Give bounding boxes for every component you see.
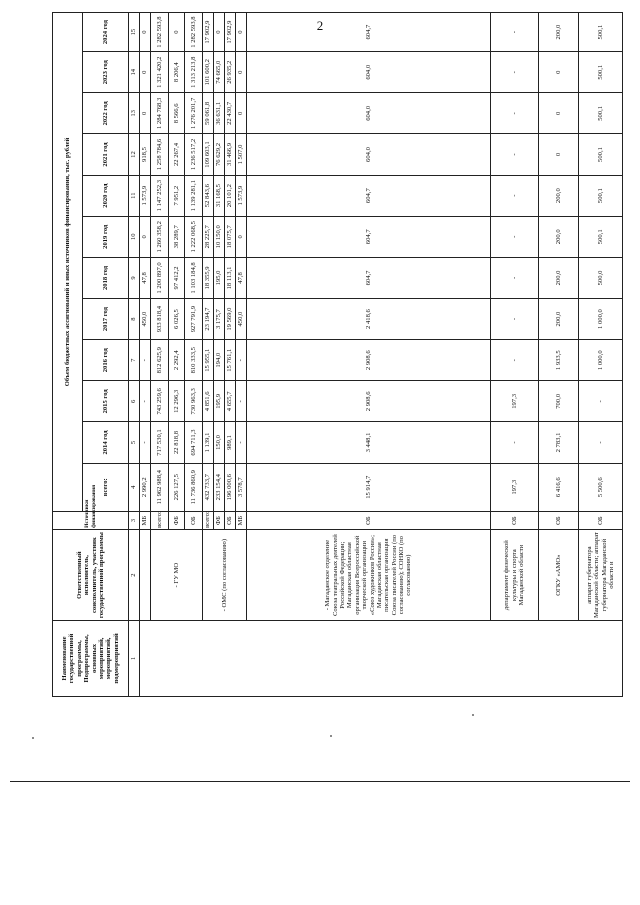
source-cell: МБ (140, 511, 151, 530)
value-cell: - (236, 422, 247, 463)
value-cell: 0 (214, 13, 225, 52)
value-cell: 1 313 213,8 (185, 52, 203, 93)
col-num: 5 (129, 422, 140, 463)
value-cell: 1 573,9 (140, 175, 151, 216)
value-cell: 500,1 (579, 134, 623, 175)
col-num: 14 (129, 52, 140, 93)
source-cell: ОБ (491, 511, 539, 530)
header-year-2018: 2018 год (83, 257, 129, 298)
value-cell: 8 206,4 (169, 52, 185, 93)
table-row (491, 13, 539, 697)
value-cell: 604,7 (247, 175, 491, 216)
value-cell: 26 935,2 (225, 52, 236, 93)
table-row (579, 13, 623, 697)
value-cell: 450,0 (236, 299, 247, 340)
value-cell: 1 933,5 (539, 340, 579, 381)
column-number-row (129, 13, 140, 697)
value-cell: 3 175,7 (214, 299, 225, 340)
header-year-2021: 2021 год (83, 134, 129, 175)
value-cell: - (236, 340, 247, 381)
value-cell: - (579, 381, 623, 422)
value-cell: 0 (140, 13, 151, 52)
col-num: 12 (129, 134, 140, 175)
scan-speck (472, 714, 474, 716)
value-cell: 743 259,6 (151, 381, 169, 422)
value-cell: 23 194,7 (203, 299, 214, 340)
header-volume: Объем бюджетных ассигнований и иных источников финансирования, тыс. рублей (53, 13, 83, 512)
value-cell: 74 665,0 (214, 52, 225, 93)
value-cell: 500,1 (579, 13, 623, 52)
value-cell: 194,0 (214, 340, 225, 381)
value-cell: 18 075,7 (225, 216, 236, 257)
col-num: 3 (129, 511, 140, 530)
total-cell: 2 990,2 (140, 463, 151, 511)
value-cell: 195,9 (214, 381, 225, 422)
col-num: 11 (129, 175, 140, 216)
value-cell: 1 000,0 (579, 299, 623, 340)
value-cell: 200,0 (539, 13, 579, 52)
value-cell: 0 (236, 93, 247, 134)
value-cell: 933 818,4 (151, 299, 169, 340)
col-num: 15 (129, 13, 140, 52)
value-cell: 0 (140, 93, 151, 134)
value-cell: 1 147 252,3 (151, 175, 169, 216)
col-num: 10 (129, 216, 140, 257)
value-cell: - (491, 422, 539, 463)
value-cell: 500,1 (579, 175, 623, 216)
total-cell: 6 416,6 (539, 463, 579, 511)
executor-gu-mo: - ГУ МО (151, 530, 203, 621)
value-cell: 694 711,3 (185, 422, 203, 463)
value-cell: 200,0 (539, 216, 579, 257)
total-cell: 5 500,6 (579, 463, 623, 511)
value-cell: 47,8 (236, 257, 247, 298)
value-cell: 2 292,4 (169, 340, 185, 381)
col-num: 2 (129, 530, 140, 621)
value-cell: 0 (539, 52, 579, 93)
value-cell: 6 026,5 (169, 299, 185, 340)
value-cell: 1 139,1 (203, 422, 214, 463)
value-cell: 15 761,1 (225, 340, 236, 381)
value-cell: 195,0 (214, 257, 225, 298)
value-cell: - (140, 381, 151, 422)
header-executor: Ответственный исполнитель, соисполнитель, участник государственной программы (53, 530, 129, 621)
header-program: Наименование государственной программы, Подпрограммы, основных мероприятий, мероприятий, подмероприятий (53, 620, 129, 696)
value-cell: 8 566,6 (169, 93, 185, 134)
value-cell: 500,1 (579, 52, 623, 93)
col-num: 9 (129, 257, 140, 298)
header-year-2023: 2023 год (83, 52, 129, 93)
value-cell: 101 600,2 (203, 52, 214, 93)
total-cell: 432 733,7 (203, 463, 214, 511)
value-cell: 47,8 (140, 257, 151, 298)
value-cell: 450,0 (140, 299, 151, 340)
value-cell: - (491, 52, 539, 93)
total-cell: 15 914,7 (247, 463, 491, 511)
value-cell: 604,7 (247, 257, 491, 298)
value-cell: - (491, 93, 539, 134)
value-cell: 200,0 (539, 299, 579, 340)
program-name-cell (140, 620, 623, 696)
value-cell: 76 629,2 (214, 134, 225, 175)
value-cell: 3 448,1 (247, 422, 491, 463)
table-row (539, 13, 579, 697)
value-cell: 18 355,9 (203, 257, 214, 298)
header-source: Источники финансирования (53, 511, 129, 530)
header-year-2017: 2017 год (83, 299, 129, 340)
header-year-2016: 2016 год (83, 340, 129, 381)
value-cell: 22 267,4 (169, 134, 185, 175)
header-year-2019: 2019 год (83, 216, 129, 257)
value-cell: - (491, 216, 539, 257)
value-cell: 1 000,0 (579, 340, 623, 381)
value-cell: 4 851,6 (203, 381, 214, 422)
value-cell: 22 818,8 (169, 422, 185, 463)
value-cell: 604,0 (247, 134, 491, 175)
header-year-2020: 2020 год (83, 175, 129, 216)
value-cell: 918,5 (140, 134, 151, 175)
scan-speck (330, 735, 332, 737)
value-cell: 18 113,1 (225, 257, 236, 298)
value-cell: 0 (169, 13, 185, 52)
header-year-2022: 2022 год (83, 93, 129, 134)
table-row (203, 13, 214, 697)
value-cell: 810 333,5 (185, 340, 203, 381)
value-cell: 17 902,9 (203, 13, 214, 52)
value-cell: 1 282 593,8 (151, 13, 169, 52)
source-cell: ОБ (539, 511, 579, 530)
header-year-2024: 2024 год (83, 13, 129, 52)
value-cell: 2 908,6 (247, 340, 491, 381)
value-cell: 0 (236, 13, 247, 52)
value-cell: - (491, 134, 539, 175)
scan-edge-line (10, 781, 630, 782)
value-cell: - (491, 13, 539, 52)
value-cell: 1 573,9 (236, 175, 247, 216)
value-cell: 2 783,1 (539, 422, 579, 463)
value-cell: 500,1 (579, 93, 623, 134)
value-cell: 717 530,1 (151, 422, 169, 463)
executor-oms: - ОМС (по согласованию) (203, 530, 247, 621)
value-cell: 109 603,1 (203, 134, 214, 175)
source-cell: МБ (236, 511, 247, 530)
executor-apparatus: аппарат губернатора Магаданской области; аппарат губернатора Магаданской области и (579, 530, 623, 621)
value-cell: 0 (539, 134, 579, 175)
value-cell: 730 963,3 (185, 381, 203, 422)
executor-unions: - Магаданское отделение Союза театральных деятелей Российской Федерации; Магаданская областная организация Всероссийской творческой организации «Союз художников России»; Магаданская областная писательская организация Союза писателей России (по согласованию); СОНКО (по согласованию) (247, 530, 491, 621)
executor-cell-empty (140, 530, 151, 621)
header-year-2015: 2015 год (83, 381, 129, 422)
budget-table (52, 12, 623, 697)
header-total: всего: (83, 463, 129, 511)
value-cell: 52 843,6 (203, 175, 214, 216)
total-cell: 11 736 860,9 (185, 463, 203, 511)
value-cell: - (491, 257, 539, 298)
value-cell: 1 200 897,0 (151, 257, 169, 298)
value-cell: 1 139 281,1 (185, 175, 203, 216)
value-cell: 97 412,2 (169, 257, 185, 298)
value-cell: 1 258 784,6 (151, 134, 169, 175)
value-cell: - (236, 381, 247, 422)
value-cell: 989,1 (225, 422, 236, 463)
value-cell: 200,0 (539, 257, 579, 298)
value-cell: 1 321 420,2 (151, 52, 169, 93)
value-cell: 38 289,7 (169, 216, 185, 257)
value-cell: 604,7 (247, 216, 491, 257)
total-cell: 233 154,4 (214, 463, 225, 511)
value-cell: 604,0 (247, 52, 491, 93)
source-cell: ОБ (225, 511, 236, 530)
value-cell: 2 908,6 (247, 381, 491, 422)
total-cell: 11 962 988,4 (151, 463, 169, 511)
value-cell: 10 150,0 (214, 216, 225, 257)
value-cell: 4 655,7 (225, 381, 236, 422)
value-cell: 17 902,9 (225, 13, 236, 52)
value-cell: 200,0 (539, 175, 579, 216)
executor-ogku: ОГКУ «АМО» (539, 530, 579, 621)
value-cell: 0 (140, 52, 151, 93)
value-cell: - (579, 422, 623, 463)
rotated-table-container (52, 12, 626, 697)
col-num: 6 (129, 381, 140, 422)
value-cell: 604,0 (247, 93, 491, 134)
value-cell: 15 955,1 (203, 340, 214, 381)
page-number: 2 (316, 18, 324, 33)
value-cell: 604,7 (247, 13, 491, 52)
value-cell: - (491, 175, 539, 216)
header-year-2014: 2014 год (83, 422, 129, 463)
value-cell: 36 631,1 (214, 93, 225, 134)
value-cell: 1 103 184,8 (185, 257, 203, 298)
value-cell: - (140, 422, 151, 463)
value-cell: 0 (140, 216, 151, 257)
value-cell: 0 (539, 93, 579, 134)
value-cell: 22 430,7 (225, 93, 236, 134)
value-cell: 1 284 768,3 (151, 93, 169, 134)
col-num: 4 (129, 463, 140, 511)
source-cell: всего: (151, 511, 169, 530)
col-num: 8 (129, 299, 140, 340)
value-cell: 812 625,9 (151, 340, 169, 381)
col-num: 1 (129, 620, 140, 696)
value-cell: 150,0 (214, 422, 225, 463)
table-row (140, 13, 151, 697)
value-cell: 1 222 068,5 (185, 216, 203, 257)
value-cell: 31 466,9 (225, 134, 236, 175)
total-cell: 196 000,6 (225, 463, 236, 511)
executor-dept-sport: департамент физической культуры и спорта Магаданской области (491, 530, 539, 621)
total-cell: 226 127,5 (169, 463, 185, 511)
value-cell: - (491, 340, 539, 381)
value-cell: 1 282 593,8 (185, 13, 203, 52)
source-cell: всего: (203, 511, 214, 530)
value-cell: 31 168,5 (214, 175, 225, 216)
value-cell: 500,1 (579, 216, 623, 257)
value-cell: - (140, 340, 151, 381)
total-cell: 197,3 (491, 463, 539, 511)
value-cell: - (491, 299, 539, 340)
value-cell: 0 (236, 52, 247, 93)
value-cell: 12 296,3 (169, 381, 185, 422)
scan-speck (32, 737, 34, 739)
value-cell: 2 418,6 (247, 299, 491, 340)
value-cell: 19 569,0 (225, 299, 236, 340)
value-cell: 0 (236, 216, 247, 257)
table-row (151, 13, 169, 697)
value-cell: 1 276 201,7 (185, 93, 203, 134)
value-cell: 1 260 358,2 (151, 216, 169, 257)
source-cell: ФБ (214, 511, 225, 530)
value-cell: 1 236 517,2 (185, 134, 203, 175)
value-cell: 197,3 (491, 381, 539, 422)
table-row (247, 13, 491, 697)
value-cell: 927 791,9 (185, 299, 203, 340)
value-cell: 28 225,7 (203, 216, 214, 257)
source-cell: ОБ (247, 511, 491, 530)
value-cell: 7 951,2 (169, 175, 185, 216)
value-cell: 700,0 (539, 381, 579, 422)
col-num: 13 (129, 93, 140, 134)
value-cell: 1 507,0 (236, 134, 247, 175)
col-num: 7 (129, 340, 140, 381)
value-cell: 20 101,2 (225, 175, 236, 216)
total-cell: 3 578,7 (236, 463, 247, 511)
source-cell: ОБ (185, 511, 203, 530)
value-cell: 59 061,8 (203, 93, 214, 134)
value-cell: 500,0 (579, 257, 623, 298)
source-cell: ФБ (169, 511, 185, 530)
source-cell: ОБ (579, 511, 623, 530)
